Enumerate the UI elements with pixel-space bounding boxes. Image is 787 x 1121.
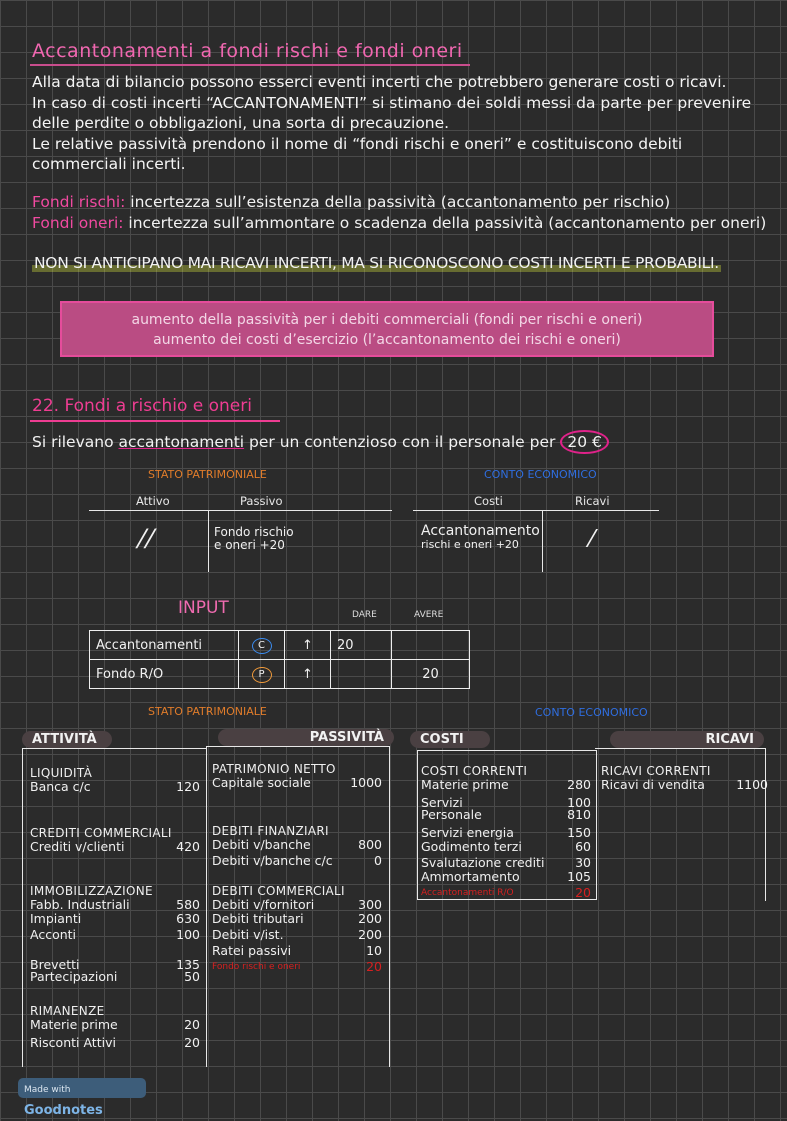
intro-line: Alla data di bilancio possono esserci eventi incerti che potrebbero generare costi o ricavi. xyxy=(32,73,727,91)
attivita-item-label: IMMOBILIZZAZIONE xyxy=(30,884,153,898)
intro-line: In caso di costi incerti “ACCANTONAMENTI” si stimano dei soldi messi da parte per prevenire xyxy=(32,93,752,112)
attivita-item-value: 120 xyxy=(176,779,200,794)
t-attivo-header: Attivo xyxy=(136,494,170,508)
costi-item-label: Ammortamento xyxy=(421,869,520,884)
attivita-item-value: 630 xyxy=(176,911,200,926)
costi-item-label: Godimento terzi xyxy=(421,839,522,854)
arrow-up-icon: ↑ xyxy=(285,660,331,689)
attivita-item-value: 100 xyxy=(176,927,200,942)
attivita-item-label: CREDITI COMMERCIALI xyxy=(30,826,172,840)
costi-item-label: Personale xyxy=(421,807,482,822)
attivita-item-label: Materie prime xyxy=(30,1017,118,1032)
attivita-item-value: 20 xyxy=(184,1017,200,1032)
passivita-item-label: Debiti tributari xyxy=(212,911,304,926)
passivita-item-value: 0 xyxy=(374,853,382,868)
costi-item-label: Servizi energia xyxy=(421,825,514,840)
exercise-amount: 20 € xyxy=(560,430,609,454)
costi-item-label: Servizi xyxy=(421,795,463,810)
made-with-label: Made with xyxy=(24,1085,71,1095)
costi-item-value: 60 xyxy=(575,839,591,854)
input-type-cell xyxy=(239,631,285,660)
attivita-item-label: RIMANENZE xyxy=(30,1004,105,1018)
intro-line: Le relative passività prendono il nome di “fondi rischi e oneri” e costituiscono debiti xyxy=(32,134,683,153)
costi-item-value: 810 xyxy=(567,807,591,822)
exercise-title-underline xyxy=(30,420,280,422)
passivita-item-value: 200 xyxy=(358,927,382,942)
input-account: Fondo R/O xyxy=(90,660,239,689)
exercise-text-before: Si rilevano xyxy=(32,433,119,451)
t-passivo-entry xyxy=(214,526,294,552)
fondi-rischi-text: incertezza sull’esistenza della passività (accantonamento per rischio) xyxy=(125,193,671,211)
input-avere: 20 xyxy=(392,660,470,689)
summary-line: aumento della passività per i debiti commerciali (fondi per rischi e oneri) xyxy=(131,312,643,328)
t-passivo-entry-line: Fondo rischio xyxy=(214,525,294,539)
attivita-item-label: Fabb. Industriali xyxy=(30,897,130,912)
t-passivo-header: Passivo xyxy=(240,494,283,508)
t-ce-label: CONTO ECONOMICO xyxy=(484,468,597,481)
costi-item-value: 30 xyxy=(575,855,591,870)
input-dare: 20 xyxy=(331,631,392,660)
input-avere-header: AVERE xyxy=(414,610,444,620)
passivita-item-label: Debiti v/banche c/c xyxy=(212,853,333,868)
t-sp-vline xyxy=(208,510,209,572)
attivita-item-label: Risconti Attivi xyxy=(30,1035,116,1050)
fondi-oneri-text: incertezza sull’ammontare o scadenza della passività (accantonamento per oneri) xyxy=(123,214,767,232)
summary-box xyxy=(60,301,714,357)
bs-sp-label: STATO PATRIMONIALE xyxy=(148,705,267,718)
passivita-item-value: 300 xyxy=(358,897,382,912)
attivita-item-value: 580 xyxy=(176,897,200,912)
attivita-item-value: 50 xyxy=(184,969,200,984)
attivita-item-label: Impianti xyxy=(30,911,82,926)
t-ce-vline xyxy=(542,510,543,572)
t-costi-entry-line: Accantonamento xyxy=(421,523,540,539)
passivita-item-label: Ratei passivi xyxy=(212,943,292,958)
fondi-oneri-line xyxy=(32,213,766,234)
costi-item-label: Materie prime xyxy=(421,777,509,792)
exercise-text xyxy=(32,430,609,454)
ricavi-item-label: Ricavi di vendita xyxy=(601,777,705,792)
attivita-item-label: Acconti xyxy=(30,927,77,942)
attivita-item-value: 420 xyxy=(176,839,200,854)
fondi-definitions xyxy=(32,192,766,234)
attivita-item-label: Crediti v/clienti xyxy=(30,839,125,854)
t-passivo-entry-line: e oneri +20 xyxy=(214,538,285,552)
fondi-rischi-line xyxy=(32,192,766,213)
bs-ce-label: CONTO ECONOMICO xyxy=(535,706,648,719)
costi-item-value: 20 xyxy=(575,885,591,900)
t-sp-hline xyxy=(89,510,392,511)
passivita-item-value: 200 xyxy=(358,911,382,926)
fondi-oneri-label: Fondi oneri: xyxy=(32,214,124,232)
input-account: Accantonamenti xyxy=(90,631,239,660)
exercise-text-underlined: accantonamenti xyxy=(118,433,245,451)
input-type-cell xyxy=(239,660,285,689)
passivita-item-label: PATRIMONIO NETTO xyxy=(212,762,336,776)
ricavi-item-value: 1100 xyxy=(736,777,768,792)
warning-text: NON SI ANTICIPANO MAI RICAVI INCERTI, MA SI RICONOSCONO COSTI INCERTI E PROBABILI. xyxy=(34,254,719,272)
input-avere xyxy=(392,631,470,660)
goodnotes-brand: Goodnotes xyxy=(24,1103,103,1118)
attivita-item-label: Partecipazioni xyxy=(30,969,118,984)
t-attivo-mark: // xyxy=(134,524,158,552)
intro-line: delle perdite o obbligazioni, una sorta di precauzione. xyxy=(32,114,450,132)
intro-line: commerciali incerti. xyxy=(32,155,186,173)
t-sp-label: STATO PATRIMONIALE xyxy=(148,468,267,481)
ricavi-item-label: RICAVI CORRENTI xyxy=(601,764,711,778)
attivita-item-label: LIQUIDITÀ xyxy=(30,766,93,780)
passivita-item-label: DEBITI FINANZIARI xyxy=(212,824,329,838)
t-ricavi-mark: / xyxy=(584,526,599,551)
costi-item-label: Svalutazione crediti xyxy=(421,855,545,870)
passivita-item-label: Debiti v/fornitori xyxy=(212,897,315,912)
passivita-header: PASSIVITÀ xyxy=(218,729,394,746)
intro-paragraph xyxy=(32,72,772,175)
attivita-header: ATTIVITÀ xyxy=(22,731,112,748)
costi-item-value: 105 xyxy=(567,869,591,884)
passivita-item-label: Debiti v/banche xyxy=(212,837,311,852)
costi-item-label: COSTI CORRENTI xyxy=(421,764,528,778)
fondi-rischi-label: Fondi rischi: xyxy=(32,193,126,211)
input-type-badge: P xyxy=(252,667,272,683)
costi-item-label: Accantonamenti R/O xyxy=(421,888,514,898)
t-ce-hline xyxy=(413,510,659,511)
input-type-badge: C xyxy=(252,638,272,654)
t-ricavi-header: Ricavi xyxy=(575,494,610,508)
costi-item-value: 280 xyxy=(567,777,591,792)
exercise-title: 22. Fondi a rischio e oneri xyxy=(32,396,252,416)
t-costi-entry xyxy=(421,524,540,552)
attivita-item-label: Banca c/c xyxy=(30,779,91,794)
arrow-up-icon: ↑ xyxy=(285,631,331,660)
ricavi-header: RICAVI xyxy=(610,731,764,748)
goodnotes-badge[interactable] xyxy=(18,1078,146,1118)
passivita-item-value: 1000 xyxy=(350,775,382,790)
input-table xyxy=(89,630,470,689)
input-dare-header: DARE xyxy=(352,610,377,620)
t-costi-header: Costi xyxy=(474,494,503,508)
passivita-item-value: 800 xyxy=(358,837,382,852)
attivita-item-label: Brevetti xyxy=(30,957,80,972)
summary-line: aumento dei costi d’esercizio (l’accantonamento dei rischi e oneri) xyxy=(153,332,621,348)
passivita-item-value: 10 xyxy=(366,943,382,958)
input-dare xyxy=(331,660,392,689)
attivita-item-value: 135 xyxy=(176,957,200,972)
passivita-item-label: DEBITI COMMERCIALI xyxy=(212,884,345,898)
costi-item-value: 100 xyxy=(567,795,591,810)
exercise-text-after: per un contenzioso con il personale per xyxy=(244,433,561,451)
passivita-item-label: Capitale sociale xyxy=(212,775,311,790)
input-row xyxy=(90,631,470,660)
passivita-item-label: Fondo rischi e oneri xyxy=(212,962,301,972)
input-row xyxy=(90,660,470,689)
input-title: INPUT xyxy=(178,598,229,618)
attivita-item-value: 20 xyxy=(184,1035,200,1050)
page-title: Accantonamenti a fondi rischi e fondi oneri xyxy=(32,40,463,62)
costi-header: COSTI xyxy=(410,731,490,748)
passivita-item-label: Debiti v/ist. xyxy=(212,927,284,942)
t-costi-entry-line: rischi e oneri +20 xyxy=(421,538,519,551)
passivita-item-value: 20 xyxy=(366,959,382,974)
costi-item-value: 150 xyxy=(567,825,591,840)
title-underline xyxy=(30,64,470,66)
